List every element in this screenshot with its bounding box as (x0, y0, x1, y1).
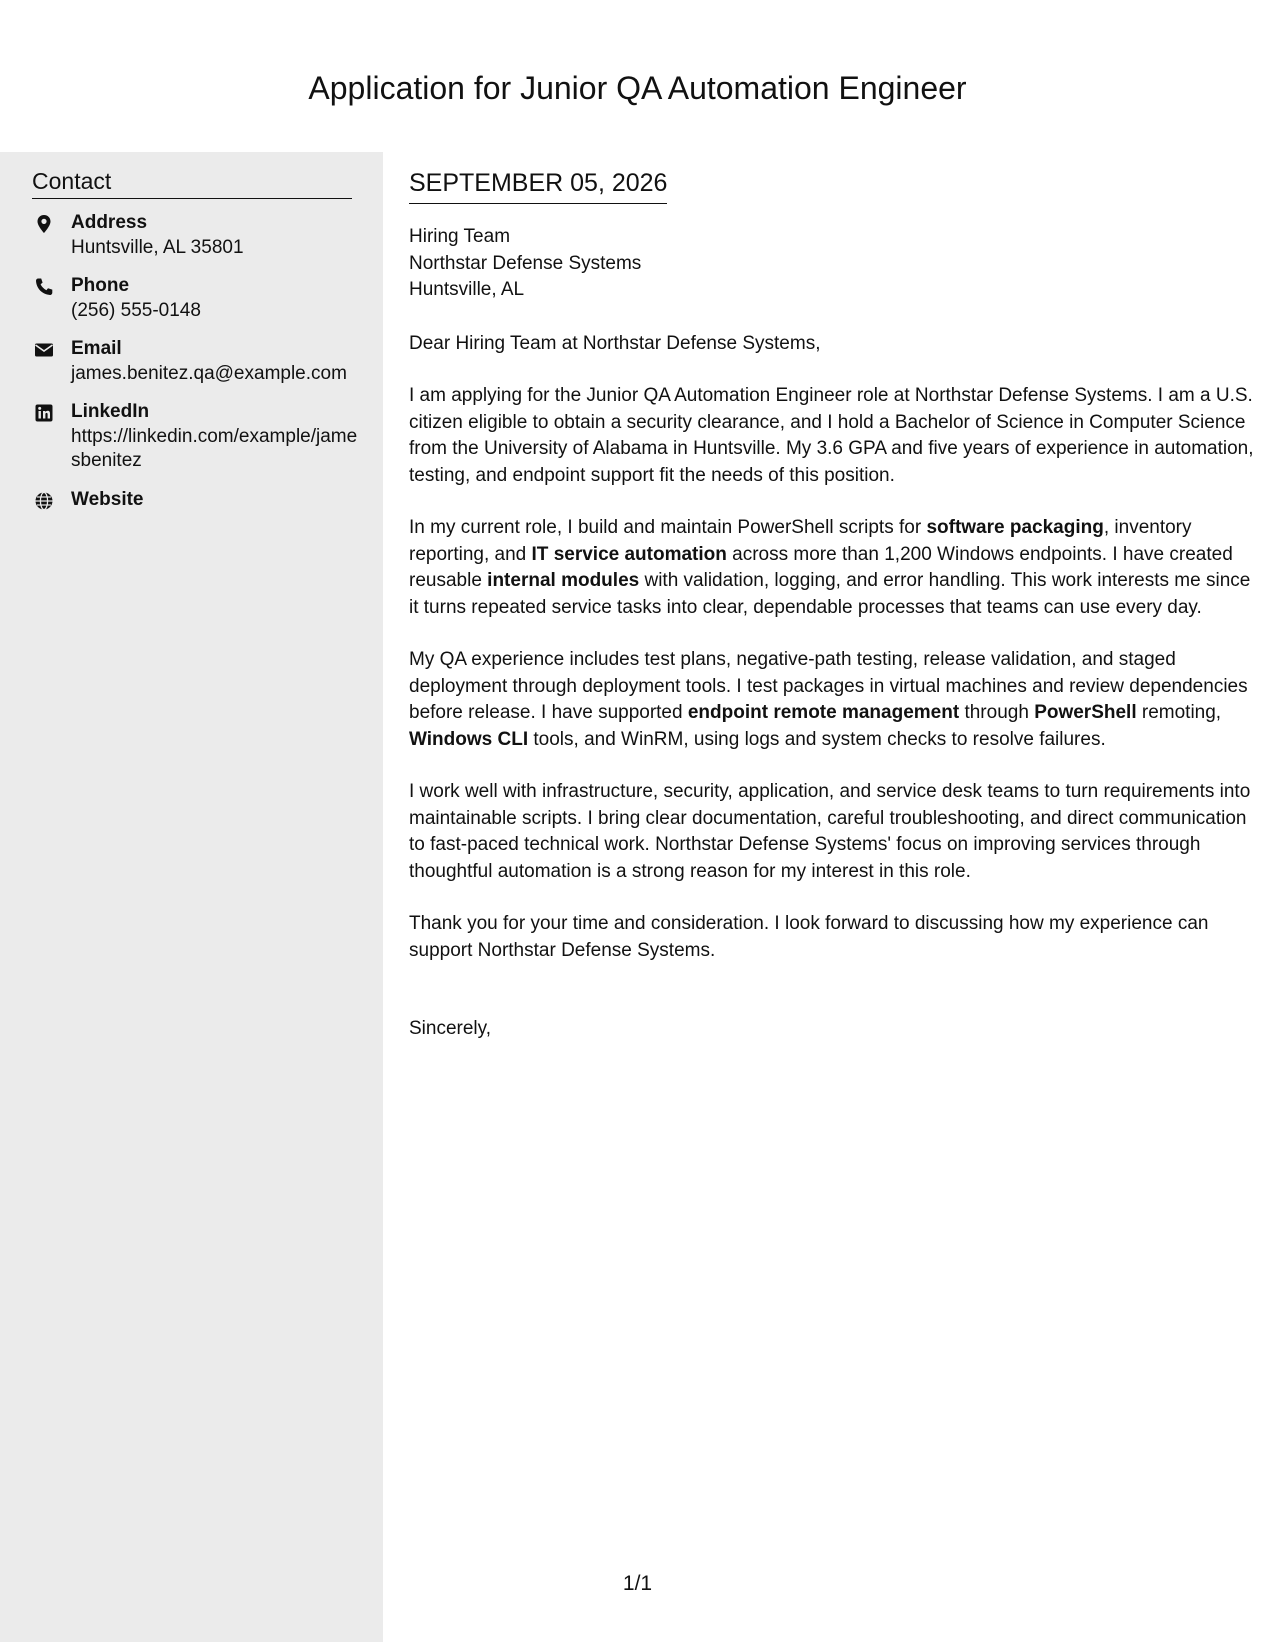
contact-label: Address (71, 212, 148, 233)
contact-value: (256) 555-0148 (71, 300, 201, 321)
map-pin-icon (34, 214, 54, 234)
paragraph-text: across more than 1,200 Windows endpoints. I have created reusable (409, 543, 1233, 591)
letter-date: SEPTEMBER 05, 2026 (409, 168, 667, 204)
letter-paragraph (409, 647, 1255, 753)
letter-paragraph (409, 911, 1255, 964)
closing: Sincerely, (409, 1018, 492, 1039)
emphasized-text: software packaging (926, 517, 1104, 538)
letter-body (409, 168, 1255, 1043)
contact-label: LinkedIn (71, 401, 150, 422)
contact-heading: Contact (32, 168, 352, 199)
phone-icon (34, 277, 54, 297)
recipient-block (409, 224, 1255, 304)
paragraph-text: I work well with infrastructure, security, application, and service desk teams to turn requirements into maintainable scripts. I bring clear documentation, careful troubleshooting, and direct communication to fast-paced technical work. Northstar Defense Systems' focus on improving services through thoughtful automation is a strong reason for my interest in this role. (409, 781, 1251, 882)
paragraph-text: In my current role, I build and maintain PowerShell scripts for (409, 517, 927, 538)
paragraph-text: , inventory reporting, and (409, 517, 1192, 565)
letter-paragraphs (409, 383, 1255, 964)
contact-label: Email (71, 338, 122, 359)
paragraph-text: remoting, (1136, 702, 1222, 723)
paragraph-text: through (959, 702, 1035, 723)
emphasized-text: IT service automation (531, 543, 727, 565)
contact-label: Website (71, 489, 144, 510)
paragraph-text: My QA experience includes test plans, negative-path testing, release validation, and staged deployment through deployment tools. I test packages in virtual machines and review dependencies before release. I have supported (409, 649, 1248, 723)
letter-paragraph (409, 515, 1255, 621)
emphasized-text: endpoint remote management (687, 702, 960, 723)
linkedin-url[interactable]: https://linkedin.com/example/jamesbenitez (71, 426, 358, 471)
page-title: Application for Junior QA Automation Engineer (308, 70, 967, 106)
linkedin-icon (34, 403, 54, 423)
paragraph-text: with validation, logging, and error handling. This work interests me since it turns repeated service tasks into clear, dependable processes that teams can use every day. (409, 570, 1251, 618)
salutation: Dear Hiring Team at Northstar Defense Systems, (409, 332, 821, 354)
contact-value: james.benitez.qa@example.com (71, 363, 347, 384)
globe-icon (34, 491, 54, 511)
letter-paragraph (409, 779, 1255, 885)
page-number: 1/1 (622, 1572, 653, 1595)
paragraph-text: tools, and WinRM, using logs and system checks to resolve failures. (528, 728, 1106, 750)
paragraph-text: I am applying for the Junior QA Automation Engineer role at Northstar Defense Systems. I am a U.S. citizen eligible to obtain a security clearance, and I hold a Bachelor of Science in Computer Science from the University of Alabama in Huntsville. My 3.6 GPA and five years of experience in automation, testing, and endpoint support fit the needs of this position. (409, 385, 1254, 486)
emphasized-text: internal modules (487, 570, 640, 591)
recipient-line: Huntsville, AL (409, 279, 525, 300)
emphasized-text: Windows CLI (409, 728, 529, 750)
recipient-line: Northstar Defense Systems (409, 252, 642, 274)
letter-paragraph (409, 383, 1255, 489)
contact-label: Phone (71, 275, 130, 296)
paragraph-text: Thank you for your time and consideration. I look forward to discussing how my experience can support Northstar Defense Systems. (409, 913, 1209, 961)
envelope-icon (34, 340, 54, 360)
emphasized-text: PowerShell (1034, 702, 1137, 723)
recipient-line: Hiring Team (409, 226, 511, 247)
contact-value: Huntsville, AL 35801 (71, 237, 244, 258)
